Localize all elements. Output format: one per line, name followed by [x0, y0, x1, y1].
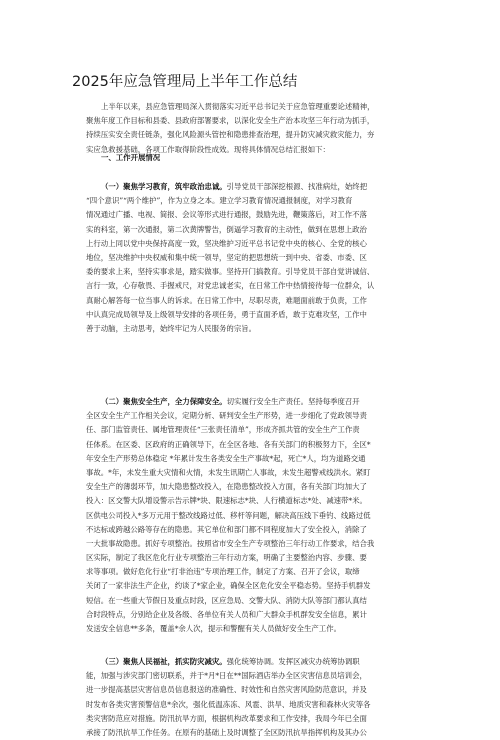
text-line: 情况通过广播、电视、简报、会议等形式进行通报，鼓励先进，鞭策落后，对工作不落 [86, 210, 367, 220]
text-line: 中认真完成局领导及上级领导安排的各项任务，勇于直面矛盾，敢于克难攻坚，工作中 [86, 309, 367, 319]
text-line: 能，加强与涉灾部门密切联系，并于*月*日在**国际酒店举办全区灾害信息员培训会， [86, 671, 367, 681]
text-line: 区实际，制定了我区危化行业专项整治三年行动方案，明确了主要整治内容、步骤、要 [86, 553, 367, 563]
text-line [86, 655, 426, 669]
text-line: 时发布各类灾害预警信息*余次，强化低温冻冻、风雹、洪旱、地质灾害和森林火灾等各 [86, 699, 371, 709]
text-line: 委的要求上来，坚持实事求是，踏实做事。坚持开门搞教育。引导党员干部自觉讲诚信、 [86, 267, 375, 277]
text-line: “四个意识”“两个维护”，作为立身之本。建立学习教育情况通报制度，对学习教育 [86, 196, 353, 206]
text-line: 短信。在一些重大节假日及重点时段，区应急局、交警大队、消防大队等部门都认真结 [86, 595, 367, 605]
paragraph-lead: （一）聚焦学习教育，筑牢政治忠诚。 [101, 182, 227, 191]
paragraph-lead: （三）聚焦人民福祉，抓实防灾减灾。 [101, 657, 227, 666]
text-line: 事故。*年，未发生重大灾情和火情，未发生讯期亡人事故，未发生超警戒线洪水。紧盯 [86, 467, 371, 477]
text-line: 承接了防汛抗旱工作任务。在原有的基础上及时调整了全区防汛抗旱指挥机构及其办公 [86, 727, 367, 737]
text-line: 求等事项。做好危化行业“打非治违”专项治理工作，制定了方案、召开了会议，取缔 [86, 567, 360, 577]
text-line: 上半年以来，县应急管理局深入贯彻落实习近平总书记关于应急管理重要论述精神， [101, 102, 375, 111]
text-line: 合时段特点，分别给企业及各级、各单位有关人员和广大群众手机群发安全信息，累计 [86, 609, 367, 619]
paragraph-safety-production [86, 395, 426, 636]
text-line: 进一步提高基层灾害信息员信息报送的准确性、时效性和自然灾害风险防范意识，并及 [86, 685, 367, 695]
text-line: 不达标或跨越公路等存在的隐患。其它单位和部门都不同程度加大了安全投入，消除了 [86, 524, 367, 534]
text-line: 言行一致，心存敬畏、手握戒尺，对党忠诚老实，在日常工作中热情接待每一位群众，认 [86, 281, 375, 291]
document-title: 2025年应急管理局上半年工作总结 [72, 74, 298, 90]
paragraph-disaster-prevention [86, 655, 426, 740]
text-line: 投入：区交警大队增设警示告示牌*块、限速标志*块、人行横道标志*处、减速带*米。 [86, 496, 367, 506]
text-line: 聚焦年度工作目标和县委、县政府部署要求，以深化安全生产治本攻坚三年行动为抓手， [86, 116, 375, 126]
text-line: 上行动上同以党中央保持高度一致，坚决维护习近平总书记党中央的核心、全党的核心 [86, 238, 367, 248]
text-line: 真耐心解答每一位当事人的诉求。在日常工作中，尽职尽责，难题面前敢于负责，工作 [86, 295, 367, 305]
text-line: 发送安全信息**多条，覆盖*余人次，提示和警醒有关人员做好安全生产工作。 [86, 624, 341, 633]
text-line: 一大批事故隐患。抓好专项整治。按照省市安全生产专项整治三年行动工作要求，结合我 [86, 538, 375, 548]
text-line: 全区安全生产工作相关会议，定期分析、研判安全生产形势，进一步细化了党政领导责 [86, 411, 367, 421]
paragraph-lead-rest: 引导党员干部深挖根源、找准病灶，始终把 [226, 182, 368, 191]
text-line: 类灾害防范应对措施。防汛抗旱方面，根据机构改革要求和工作安排，我局今年已全面 [86, 713, 367, 723]
text-line: 关闭了一家非法生产企业，约谈了*家企业，确保全区危化安全平稳态势。坚持手机群发 [86, 581, 371, 591]
text-line [86, 395, 426, 409]
text-line: 地位，坚决维护中央权威和集中统一领导，坚定的把思想统一到中央、省委、市委、区 [86, 252, 367, 262]
paragraph-study-education [86, 180, 426, 336]
section-one-heading-block [86, 151, 426, 165]
text-line: 任体系。在区委、区政府的正确领导下，在全区各地、各有关部门的积极努力下，全区* [86, 439, 371, 449]
text-line: 年安全生产形势总体稳定 *年累计发生各类安全生产事故*起，死亡*人，均为道路交通 [86, 453, 366, 463]
text-line: 实应急救援基础，各项工作取得阶段性成效。现将具体情况总结汇报如下： [86, 144, 330, 154]
text-line: 善于动脑，主动思考，始终牢记为人民服务的宗旨。 [86, 323, 256, 333]
text-line: 区供电公司投入*多万元用于整改线路过低、移杆等问题，解决高压线下垂钓、线路过低 [86, 510, 371, 520]
intro-paragraph [86, 100, 426, 157]
text-line: 实的科室，第一次通报，第二次黄牌警告，倒逼学习教育的主动性，做到在思想上政治 [86, 224, 367, 234]
text-line: 持续压实安全责任链条，强化风险源头管控和隐患排查治理，提升防灾减灾救灾能力，夯 [86, 130, 375, 140]
section-heading: 一、工作开展情况 [101, 153, 161, 162]
paragraph-lead-rest: 强化统筹协调。发挥区减灾办统筹协调职 [226, 657, 360, 666]
paragraph-lead-rest: 切实履行安全生产责任。坚持每季度召开 [226, 397, 360, 406]
paragraph-lead: （二）聚焦安全生产，全力保障安全。 [101, 397, 227, 406]
text-line: 安全生产的薄弱环节，加大隐患整改投入，在隐患整改投入方面，各有关部门均加大了 [86, 482, 367, 492]
text-line: 任、部门监管责任、属地管理责任“三张责任清单”，形成齐抓共管的安全生产工作责 [86, 425, 360, 435]
text-line [86, 180, 426, 194]
